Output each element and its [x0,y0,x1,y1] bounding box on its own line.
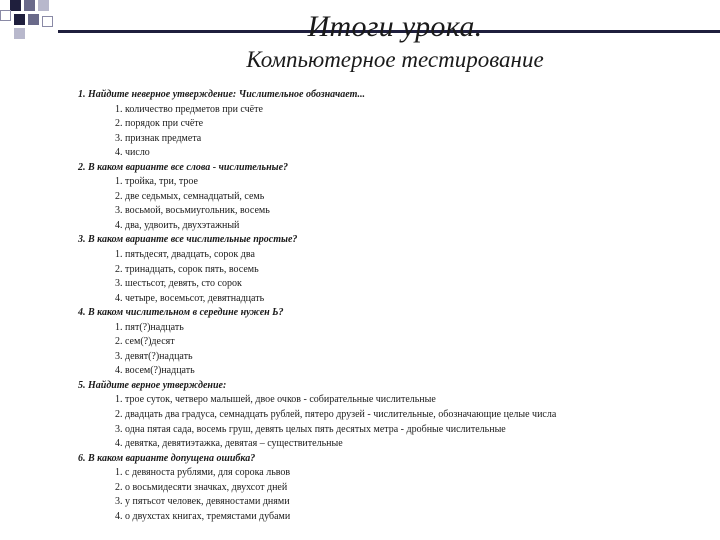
answer-option: 3. у пятьсот человек, девяностами днями [115,496,290,508]
answer-option: 2. двадцать два градуса, семнадцать рублей, пятеро друзей - числительные, обозначающие целые числа [115,409,557,421]
question-text: 6. В каком варианте допущена ошибка? [78,452,256,464]
answer-option: 1. пят(?)надцать [115,321,184,333]
question-block [78,233,714,306]
question-text: 1. Найдите неверное утверждение: Числительное обозначает... [78,89,365,100]
question-text: 3. В каком варианте все числительные простые? [78,234,298,246]
answer-option: 3. признак предмета [115,132,202,144]
answer-option: 4. число [115,147,150,159]
answer-option: 1. трое суток, четверо малышей, двое очков - собирательные числительные [115,394,436,406]
answer-option: 1. пятьдесят, двадцать, сорок два [115,249,255,261]
question-text: 4. В каком числительном в середине нужен Ь? [78,307,284,319]
question-block [78,452,714,525]
answer-option: 4. четыре, восемьсот, девятнадцать [115,292,265,304]
question-block [78,306,714,379]
answer-option: 3. одна пятая сада, восемь груш, девять целых пять десятых метра - дробные числительные [115,423,506,435]
slide-title: Итоги урока. [307,10,483,43]
answer-option: 2. две седьмых, семнадцатый, семь [115,190,265,202]
answer-option: 1. количество предметов при счёте [115,103,263,115]
answer-option: 4. восем(?)надцать [115,365,195,377]
answer-option: 4. два, удвоить, двухэтажный [115,219,240,231]
question-text: 5. Найдите верное утверждение: [78,379,227,391]
slide-subtitle: Компьютерное тестирование [246,47,544,72]
answer-option: 1. с девяноста рублями, для сорока львов [115,467,291,479]
answer-option: 2. о восьмидесяти значках, двухсот дней [115,481,288,493]
answer-option: 2. тринадцать, сорок пять, восемь [115,263,259,275]
answer-option: 4. девятка, девятиэтажка, девятая – существительные [115,438,343,450]
answer-option: 3. восьмой, восьмиугольник, восемь [115,205,270,217]
question-block [78,88,714,161]
answer-option: 3. девят(?)надцать [115,350,193,362]
answer-option: 1. тройка, три, трое [115,176,198,188]
question-text: 2. В каком варианте все слова - числительные? [78,161,289,173]
answer-option: 2. сем(?)десят [115,336,175,348]
answer-option: 2. порядок при счёте [115,118,204,130]
answer-option: 3. шестьсот, девять, сто сорок [115,278,242,290]
answer-option: 4. о двухстах книгах, тремястами дубами [115,510,291,522]
test-content [78,88,714,524]
question-block [78,161,714,234]
question-block [78,379,714,452]
